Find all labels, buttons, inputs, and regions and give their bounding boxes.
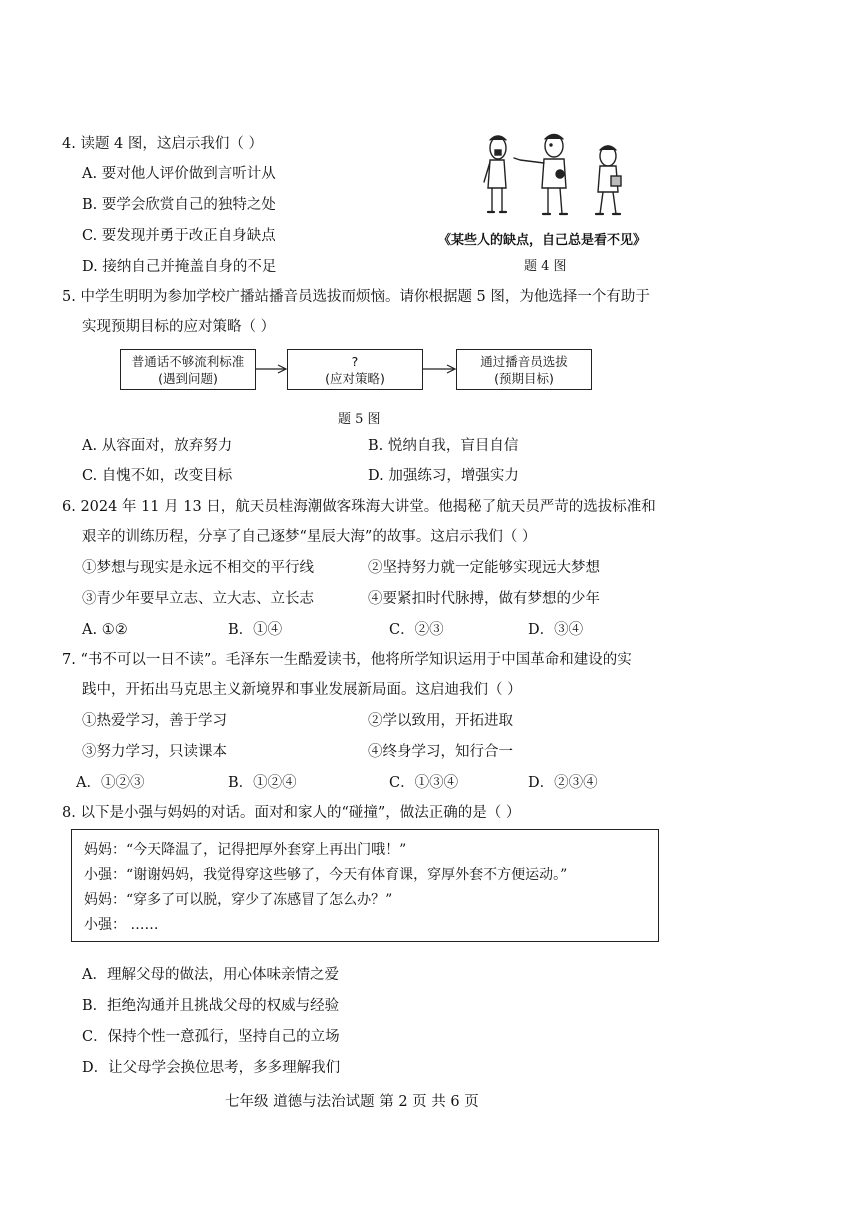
q7-statement-3: ③努力学习，只读课本 bbox=[82, 744, 227, 760]
q6-stem-line2: 艰辛的训练历程，分享了自己逐梦“星辰大海”的故事。这启示我们（ ） bbox=[82, 529, 537, 545]
q8-dialog-line-2: 小强：“谢谢妈妈，我觉得穿这些够了，今天有体育课，穿厚外套不方便运动。” bbox=[84, 867, 568, 883]
q5-stem-line1: 5. 中学生明明为参加学校广播站播音员选拔而烦恼。请你根据题 5 图，为他选择一个有助于 bbox=[62, 289, 650, 305]
flow-box-strategy-text: ? bbox=[351, 354, 359, 369]
q5-figure-caption: 题 5 图 bbox=[338, 412, 381, 427]
q7-option-c: C．①③④ bbox=[389, 775, 459, 791]
q7-option-d: D．②③④ bbox=[528, 775, 598, 791]
q6-option-b: B．①④ bbox=[228, 622, 283, 638]
q7-statement-1: ①热爱学习，善于学习 bbox=[82, 713, 227, 729]
q6-statement-3: ③青少年要早立志、立大志、立长志 bbox=[82, 591, 314, 607]
q5-flow-arrow-1 bbox=[256, 362, 288, 376]
q5-stem-line2: 实现预期目标的应对策略（ ） bbox=[82, 319, 276, 335]
q6-statement-4: ④要紧扣时代脉搏，做有梦想的少年 bbox=[368, 591, 600, 607]
q8-option-a: A．理解父母的做法，用心体味亲情之爱 bbox=[82, 967, 339, 983]
q7-statement-4: ④终身学习，知行合一 bbox=[368, 744, 513, 760]
q6-option-a: A. ①② bbox=[82, 622, 128, 638]
q5-option-a: A. 从容面对，放弃努力 bbox=[82, 438, 233, 454]
q6-statement-1: ①梦想与现实是永远不相交的平行线 bbox=[82, 560, 314, 576]
q4-option-c: C. 要发现并勇于改正自身缺点 bbox=[82, 228, 276, 244]
q8-option-c: C．保持个性一意孤行，坚持自己的立场 bbox=[82, 1029, 340, 1045]
q8-dialog-line-3: 妈妈：“穿多了可以脱，穿少了冻感冒了怎么办？” bbox=[84, 892, 393, 908]
q5-option-b: B. 悦纳自我，盲目自信 bbox=[368, 438, 519, 454]
flow-box-problem-label: (遇到问题) bbox=[158, 371, 218, 386]
q5-flow-box-strategy bbox=[287, 349, 423, 390]
page-footer: 七年级 道德与法治试题 第 2 页 共 6 页 bbox=[225, 1094, 479, 1110]
q5-flow-box-goal bbox=[456, 349, 592, 390]
q7-option-a: A．①②③ bbox=[76, 775, 145, 791]
q8-dialog-line-1: 妈妈：“今天降温了，记得把厚外套穿上再出门哦！” bbox=[84, 842, 407, 858]
flow-box-goal-label: (预期目标) bbox=[494, 371, 554, 386]
q8-dialog-line-4: 小强： …… bbox=[84, 917, 159, 933]
q4-cartoon-illustration bbox=[470, 130, 640, 222]
q4-option-b: B. 要学会欣赏自己的独特之处 bbox=[82, 197, 276, 213]
q6-option-c: C．②③ bbox=[389, 622, 444, 638]
q7-stem-line2: 践中，开拓出马克思主义新境界和事业发展新局面。这启迪我们（ ） bbox=[82, 682, 522, 698]
q5-option-c: C. 自愧不如，改变目标 bbox=[82, 468, 233, 484]
q6-statement-2: ②坚持努力就一定能够实现远大梦想 bbox=[368, 560, 600, 576]
q8-stem: 8. 以下是小强与妈妈的对话。面对和家人的“碰撞”，做法正确的是（ ） bbox=[62, 805, 521, 821]
q4-stem: 4. 读题 4 图，这启示我们（ ） bbox=[62, 136, 263, 152]
q7-stem-line1: 7. “书不可以一日不读”。毛泽东一生酷爱读书，他将所学知识运用于中国革命和建设的实 bbox=[62, 652, 632, 668]
q8-option-d: D．让父母学会换位思考，多多理解我们 bbox=[82, 1060, 341, 1076]
q8-dialog-box bbox=[71, 829, 659, 942]
q7-statement-2: ②学以致用，开拓进取 bbox=[368, 713, 513, 729]
q4-cartoon-title: 《某些人的缺点，自己总是看不见》 bbox=[438, 233, 647, 248]
q8-option-b: B．拒绝沟通并且挑战父母的权威与经验 bbox=[82, 998, 340, 1014]
q4-option-d: D. 接纳自己并掩盖自身的不足 bbox=[82, 259, 277, 275]
q6-option-d: D．③④ bbox=[528, 622, 584, 638]
q4-figure-caption: 题 4 图 bbox=[524, 259, 567, 274]
q5-option-d: D. 加强练习，增强实力 bbox=[368, 468, 519, 484]
flow-box-strategy-label: (应对策略) bbox=[325, 371, 385, 386]
q7-option-b: B．①②④ bbox=[228, 775, 297, 791]
q5-flow-arrow-2 bbox=[423, 362, 457, 376]
q5-flow-box-problem bbox=[120, 349, 256, 390]
flow-box-goal-text: 通过播音员选拔 bbox=[480, 354, 568, 369]
q4-option-a: A. 要对他人评价做到言听计从 bbox=[82, 166, 276, 182]
flow-box-problem-text: 普通话不够流利标准 bbox=[131, 354, 245, 369]
q6-stem-line1: 6. 2024 年 11 月 13 日，航天员桂海潮做客珠海大讲堂。他揭秘了航天员严苛的选拔标准和 bbox=[62, 499, 656, 515]
